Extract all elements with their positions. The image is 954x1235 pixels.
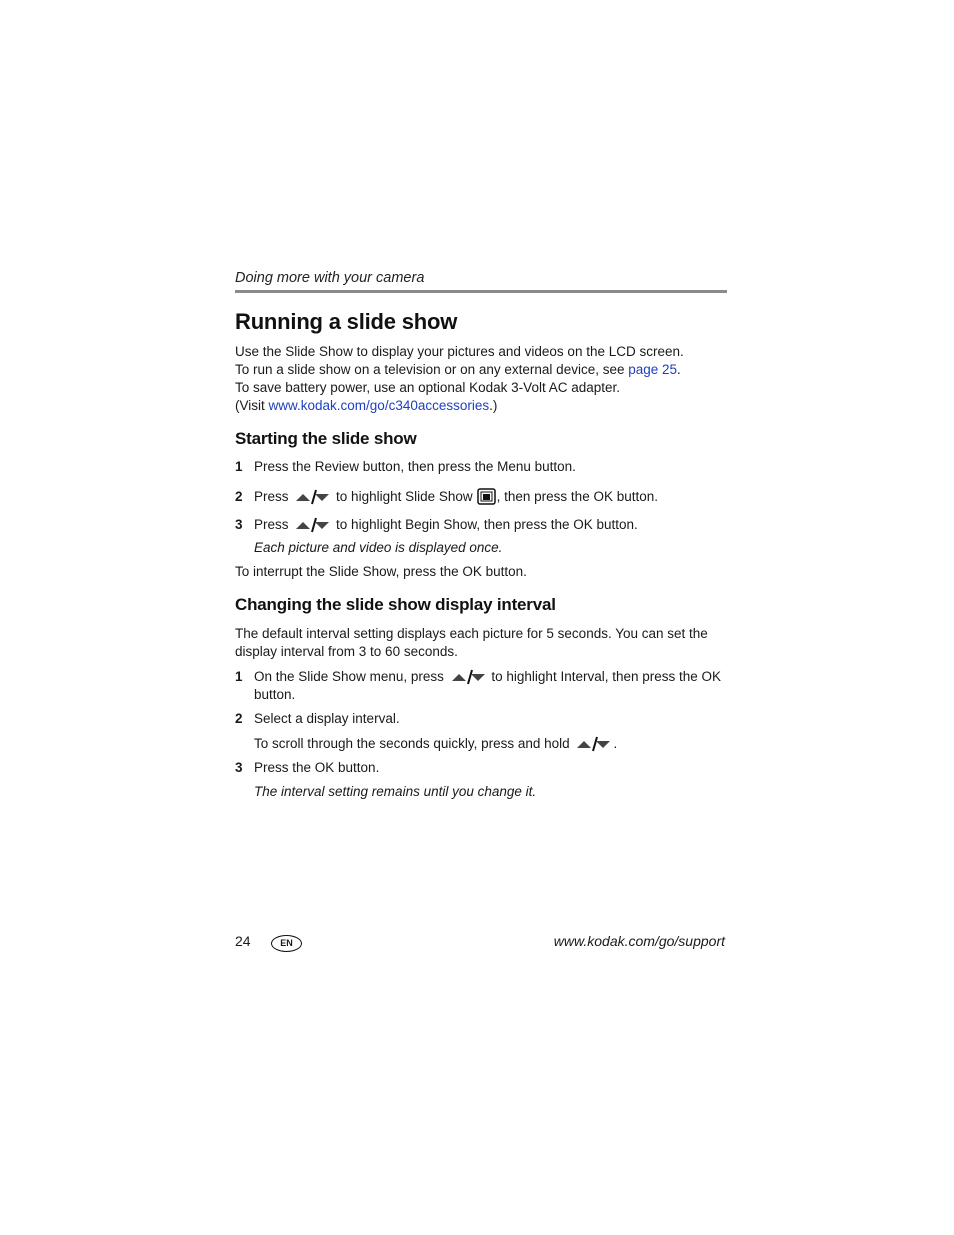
starting-heading: Starting the slide show — [235, 429, 417, 448]
step-number: 3 — [235, 517, 243, 532]
up-down-arrow-icon — [295, 517, 329, 533]
interval-step-1 — [235, 668, 727, 704]
step-text-before: On the Slide Show menu, press — [254, 669, 444, 684]
running-header: Doing more with your camera — [235, 270, 727, 293]
intro-line-1: Use the Slide Show to display your pictures and videos on the LCD screen. — [235, 344, 684, 359]
slide-show-icon — [477, 488, 496, 505]
interrupt-text: To interrupt the Slide Show, press the OK button. — [235, 564, 527, 579]
scroll-tip — [235, 735, 727, 753]
interval-step-3 — [235, 759, 727, 777]
step-text-middle: to highlight Slide Show — [336, 489, 473, 504]
step-text: Press the OK button. — [254, 760, 380, 775]
starting-step-3 — [235, 516, 727, 534]
up-down-arrow-icon — [451, 669, 485, 685]
step-text: Select a display interval. — [254, 711, 400, 726]
step-text-after: , then press the OK button. — [496, 489, 658, 504]
page-number: 24 — [235, 933, 251, 949]
step-number: 3 — [235, 760, 243, 775]
intro-line-2-end: . — [677, 362, 681, 377]
intro-line-4-text: (Visit — [235, 398, 269, 413]
starting-step-2 — [235, 488, 727, 506]
step-number: 1 — [235, 459, 243, 474]
step-text-after: to highlight Interval, then press the OK button. — [254, 669, 722, 702]
intro-line-2-text: To run a slide show on a television or on any external device, see — [235, 362, 629, 377]
page-title: Running a slide show — [235, 309, 458, 334]
starting-note: Each picture and video is displayed once. — [254, 540, 503, 555]
interval-step-2 — [235, 710, 727, 728]
step-number: 2 — [235, 711, 243, 726]
step-number: 2 — [235, 489, 243, 504]
page-footer — [235, 930, 725, 954]
step-text: Press the Review button, then press the Menu button. — [254, 459, 576, 474]
up-down-arrow-icon — [295, 489, 329, 505]
interval-intro: The default interval setting displays each picture for 5 seconds. You can set the display interval from 3 to 60 seconds. — [235, 626, 708, 659]
scroll-tip-text: To scroll through the seconds quickly, press and hold — [254, 736, 570, 751]
step-text-before: Press — [254, 517, 289, 532]
up-down-arrow-icon — [576, 736, 610, 752]
step-number: 1 — [235, 669, 243, 684]
manual-page — [235, 270, 727, 801]
intro-paragraph — [235, 343, 727, 415]
interval-note: The interval setting remains until you change it. — [254, 784, 537, 799]
page-25-link[interactable]: page 25 — [628, 362, 678, 377]
intro-line-2 — [235, 361, 727, 379]
accessories-link[interactable]: www.kodak.com/go/c340accessories — [268, 398, 490, 413]
intro-line-4 — [235, 397, 727, 415]
intro-line-3: To save battery power, use an optional Kodak 3-Volt AC adapter. — [235, 380, 621, 395]
language-badge-icon: EN — [271, 935, 302, 952]
interval-heading: Changing the slide show display interval — [235, 595, 556, 614]
intro-line-4-end: .) — [489, 398, 498, 413]
step-text-after: to highlight Begin Show, then press the OK button. — [336, 517, 638, 532]
starting-step-1 — [235, 458, 727, 476]
step-text-before: Press — [254, 489, 289, 504]
scroll-tip-end: . — [613, 736, 618, 751]
support-url: www.kodak.com/go/support — [553, 933, 725, 949]
